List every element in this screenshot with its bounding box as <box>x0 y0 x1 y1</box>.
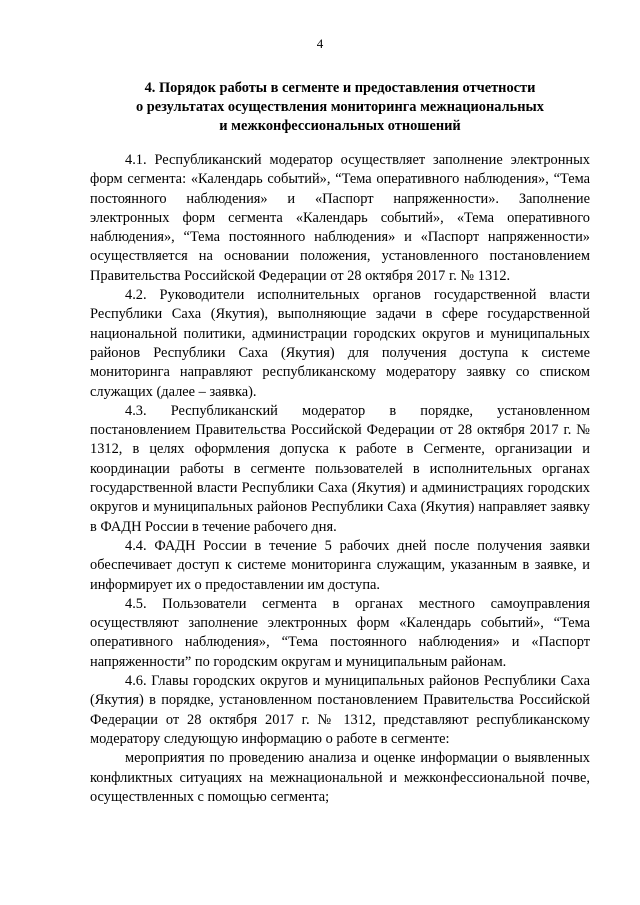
document-body <box>90 151 590 807</box>
page-number: 4 <box>316 36 324 51</box>
paragraph-4-2: 4.2. Руководители исполнительных органов государственной власти Республики Саха (Якутия), выполняющие задачи в сфере государственной национальной политики, администрации городских округов и муниципальных районов Республики Саха (Якутия) для получения доступа к системе мониторинга направляют республиканскому модератору заявку со списком служащих (далее – заявка). <box>90 287 590 400</box>
section-heading <box>90 79 590 136</box>
paragraph-4-4: 4.4. ФАДН России в течение 5 рабочих дней после получения заявки обеспечивает доступ к системе мониторинга служащим, указанным в заявке, и информирует их о предоставлении им доступа. <box>90 537 590 593</box>
section-heading-line: и межконфессиональных отношений <box>219 118 461 134</box>
section-heading-line: 4. Порядок работы в сегменте и предоставления отчетности <box>144 80 536 96</box>
paragraph-list-item: мероприятия по проведению анализа и оценке информации о выявленных конфликтных ситуациях на межнациональной и межконфессиональной почве, осуществленных с помощью сегмента; <box>90 750 590 805</box>
paragraph-4-6: 4.6. Главы городских округов и муниципальных районов Республики Саха (Якутия) в порядке, установленном постановлением Правительства Российской Федерации от 28 октября 2017 г. № 1312, представляют республиканскому модератору следующую информацию о работе в сегменте: <box>90 673 590 747</box>
paragraph-4-1: 4.1. Республиканский модератор осуществляет заполнение электронных форм сегмента: «Календарь событий», “Тема оперативного наблюдения», “Тема постоянного наблюдения» и «Паспорт напряженности». Заполнение электронных форм сегмента «Календарь событий», «Тема оперативного наблюдения», “Тема постоянного наблюдения» и «Паспорт напряженности» осуществляется на основании положения, установленного постановлением Правительства Российской Федерации от 28 октября 2017 г. № 1312. <box>90 152 590 284</box>
section-heading-line: о результатах осуществления мониторинга межнациональных <box>136 99 544 115</box>
paragraph-4-5: 4.5. Пользователи сегмента в органах местного самоуправления осуществляют заполнение электронных форм «Календарь событий», “Тема оперативного наблюдения», “Тема постоянного наблюдения» и «Паспорт напряженности” по городским округам и муниципальным районам. <box>90 595 590 670</box>
paragraph-4-3: 4.3. Республиканский модератор в порядке, установленном постановлением Правительства Российской Федерации от 28 октября 2017 г. № 1312, в целях оформления допуска к работе в Сегменте, организации и координации работы в сегменте пользователей в исполнительных органах государственной власти Республики Саха (Якутия) и администрациях городских округов и муниципальных районов Республики Саха (Якутия) направляет заявку в ФАДН России в течение рабочего дня. <box>90 402 590 535</box>
